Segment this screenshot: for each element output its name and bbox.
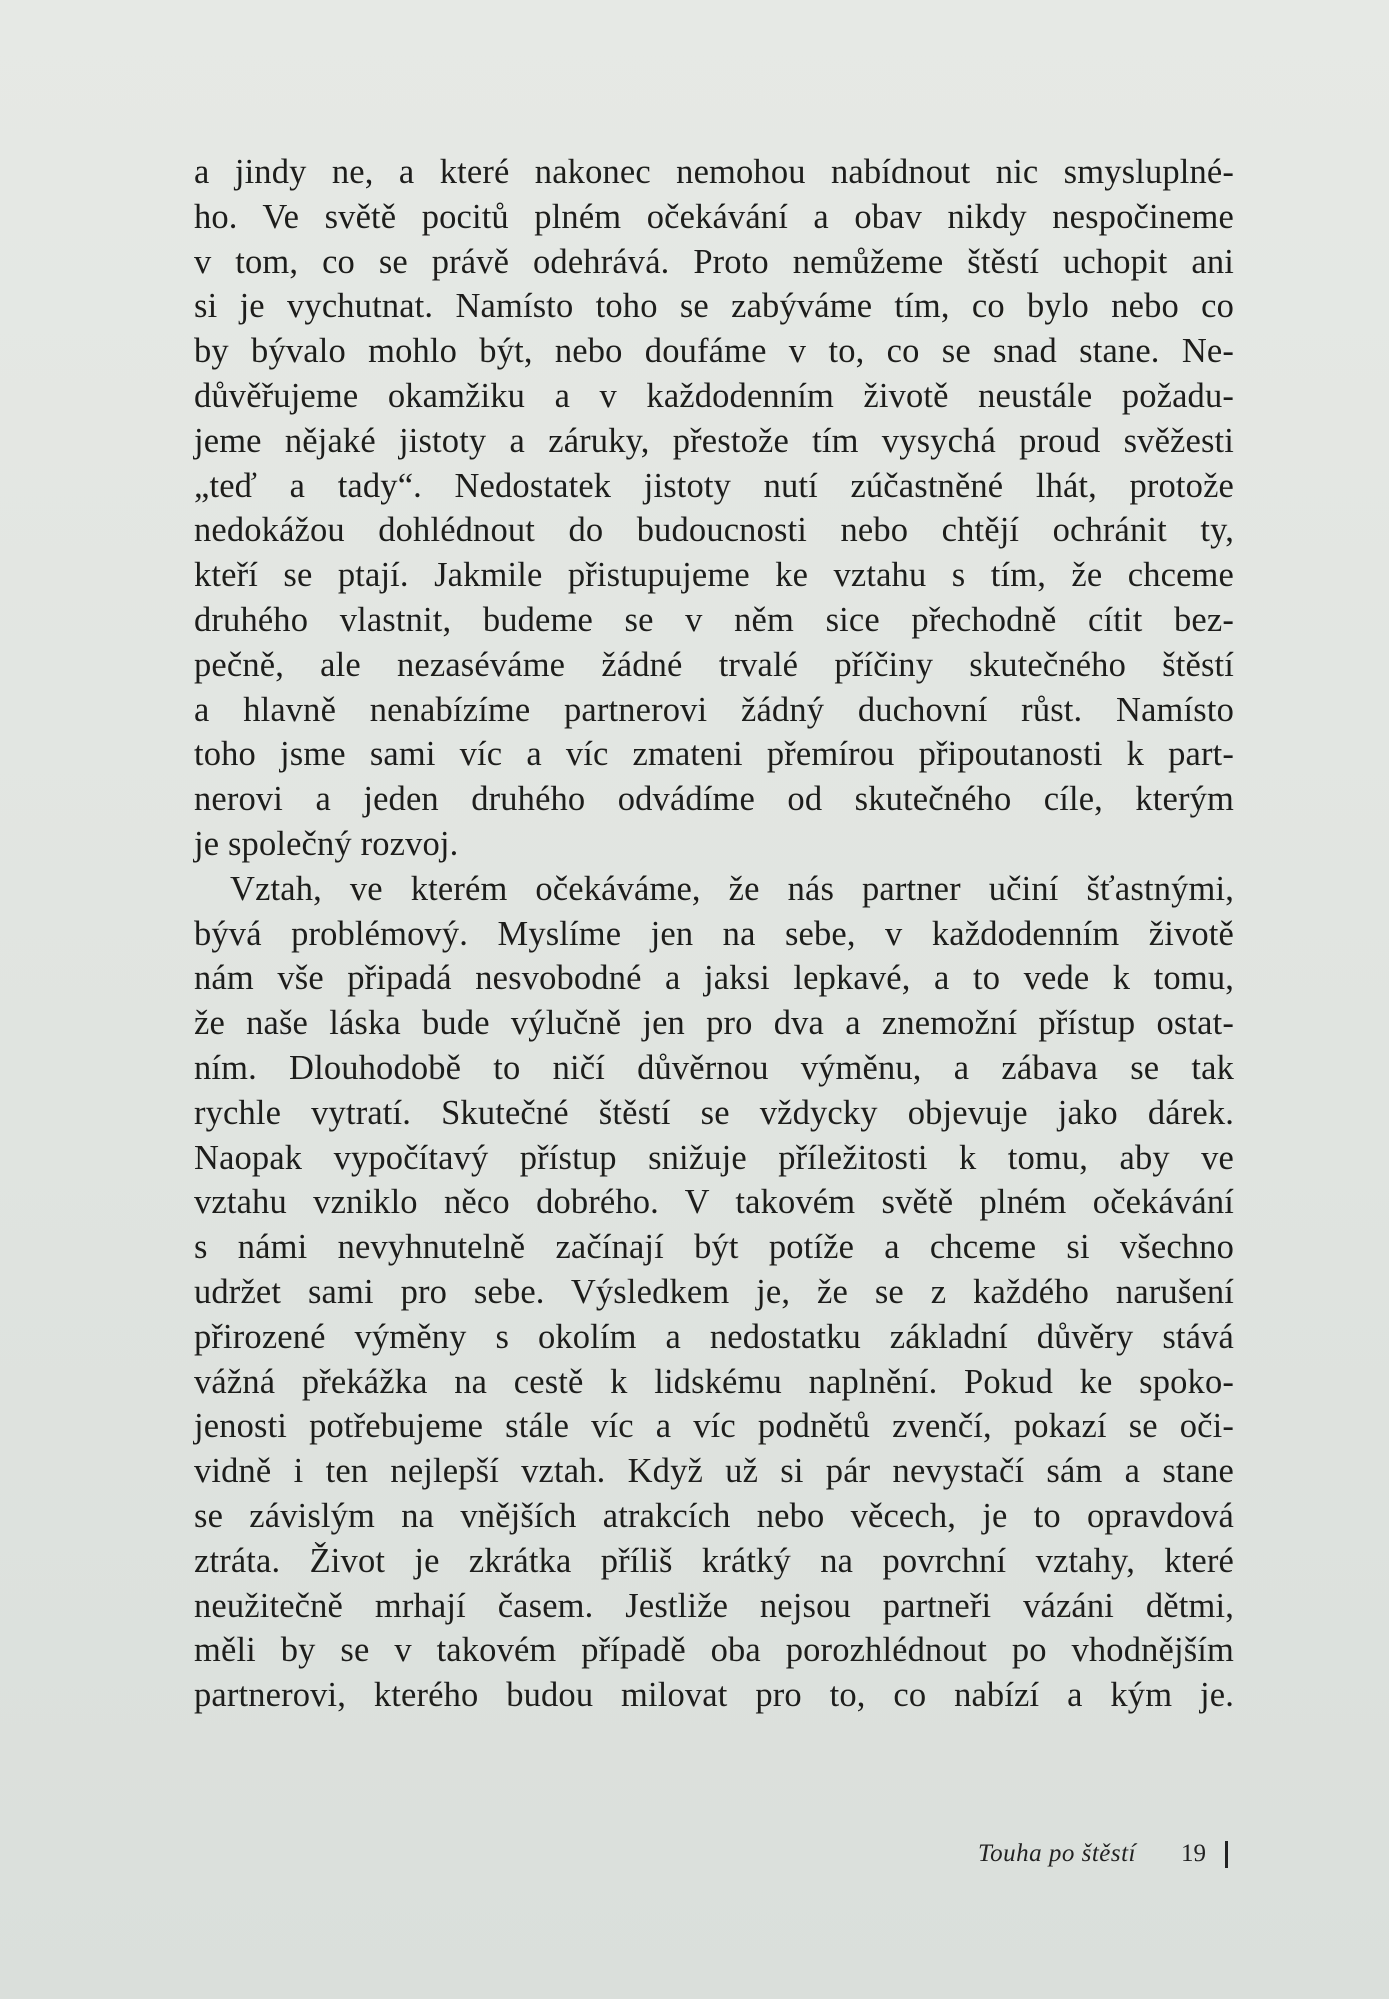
text-line: a hlavně nenabízíme partnerovi žádný duchovní růst. Namísto xyxy=(194,690,1234,729)
text-line: Naopak vypočítavý přístup snižuje příležitosti k tomu, aby ve xyxy=(194,1138,1234,1177)
text-line: s námi nevyhnutelně začínají být potíže a chceme si všechno xyxy=(194,1228,1234,1267)
text-line: se závislým na vnějších atrakcích nebo věcech, je to opravdová xyxy=(194,1496,1234,1535)
text-line: bývá problémový. Myslíme jen na sebe, v každodenním životě xyxy=(194,914,1234,953)
text-line: rychle vytratí. Skutečné štěstí se vždycky objevuje jako dárek. xyxy=(194,1093,1234,1132)
text-line: „teď a tady“. Nedostatek jistoty nutí zúčastněné lhát, protože xyxy=(194,466,1234,505)
text-line: ztráta. Život je zkrátka příliš krátký na povrchní vztahy, které xyxy=(194,1541,1234,1580)
text-line: udržet sami pro sebe. Výsledkem je, že se z každého narušení xyxy=(194,1272,1234,1311)
text-line: kteří se ptají. Jakmile přistupujeme ke vztahu s tím, že chceme xyxy=(194,556,1234,595)
text-line: ním. Dlouhodobě to ničí důvěrnou výměnu, a zábava se tak xyxy=(194,1048,1234,1087)
running-title: Touha po štěstí xyxy=(977,1840,1136,1867)
text-line: důvěřujeme okamžiku a v každodenním životě neustále požadu- xyxy=(194,376,1234,415)
text-line: nedokážou dohlédnout do budoucnosti nebo chtějí ochránit ty, xyxy=(194,511,1234,550)
text-line: přirozené výměny s okolím a nedostatku základní důvěry stává xyxy=(194,1317,1234,1356)
text-line: měli by se v takovém případě oba porozhlédnout po vhodnějším xyxy=(194,1631,1234,1670)
text-line: by bývalo mohlo být, nebo doufáme v to, co se snad stane. Ne- xyxy=(194,332,1234,371)
text-line: v tom, co se právě odehrává. Proto nemůžeme štěstí uchopit ani xyxy=(194,242,1234,281)
text-line: druhého vlastnit, budeme se v něm sice přechodně cítit bez- xyxy=(194,600,1234,639)
text-line: nám vše připadá nesvobodné a jaksi lepkavé, a to vede k tomu, xyxy=(194,959,1234,998)
text-line: neužitečně mrhají časem. Jestliže nejsou partneři vázáni dětmi, xyxy=(194,1586,1234,1625)
body-text xyxy=(194,150,1234,1718)
paragraph-end-line: je společný rozvoj. xyxy=(194,824,459,863)
text-line: partnerovi, kterého budou milovat pro to, co nabízí a kým je. xyxy=(194,1676,1234,1715)
page-footer xyxy=(0,1834,1389,1874)
text-line: že naše láska bude výlučně jen pro dva a znemožní přístup ostat- xyxy=(194,1004,1234,1043)
text-line: vidně i ten nejlepší vztah. Když už si pár nevystačí sám a stane xyxy=(194,1452,1234,1491)
text-line: si je vychutnat. Namísto toho se zabýváme tím, co bylo nebo co xyxy=(194,287,1234,326)
text-line: jenosti potřebujeme stále víc a víc podnětů zvenčí, pokazí se oči- xyxy=(194,1407,1234,1446)
page-number: 19 xyxy=(1181,1840,1206,1867)
text-line: nerovi a jeden druhého odvádíme od skutečného cíle, kterým xyxy=(194,780,1234,819)
paragraph-start-line: Vztah, ve kterém očekáváme, že nás partner učiní šťastnými, xyxy=(230,869,1234,908)
text-line: vztahu vzniklo něco dobrého. V takovém světě plném očekávání xyxy=(194,1183,1234,1222)
text-line: pečně, ale nezaséváme žádné trvalé příčiny skutečného štěstí xyxy=(194,645,1234,684)
text-line: ho. Ve světě pocitů plném očekávání a obav nikdy nespočineme xyxy=(194,197,1234,236)
text-line: toho jsme sami víc a víc zmateni přemírou připoutanosti k part- xyxy=(194,735,1234,774)
page-number-rule xyxy=(1225,1841,1228,1868)
text-line: a jindy ne, a které nakonec nemohou nabídnout nic smysluplné- xyxy=(194,153,1234,191)
text-line: vážná překážka na cestě k lidskému naplnění. Pokud ke spoko- xyxy=(194,1362,1234,1401)
text-line: jeme nějaké jistoty a záruky, přestože tím vysychá proud svěžesti xyxy=(194,421,1234,460)
